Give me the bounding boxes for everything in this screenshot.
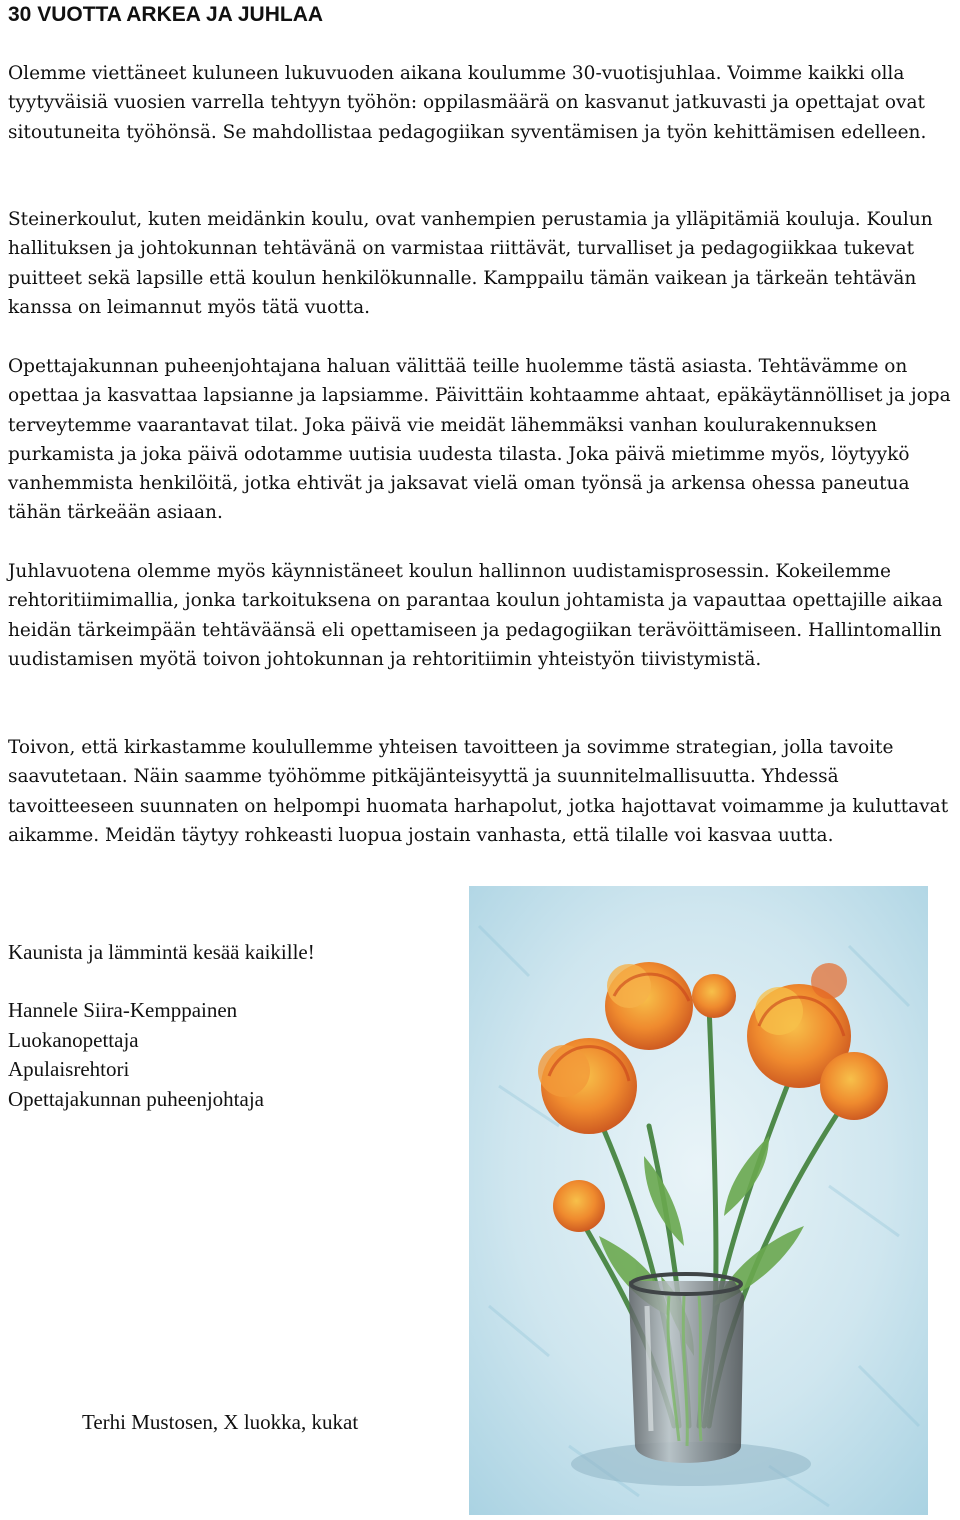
signature-block [8,996,264,1114]
paragraph-anniversary: Olemme viettäneet kuluneen lukuvuoden aikana koulumme 30-vuotisjuhlaa. Voimme kaikki olla tyytyväisiä vuosien varrella tehtyyn työhön: oppilasmäärä on kasvanut jatkuvasti ja opettajat ovat sitoutuneita työhönsä. Se mahdollistaa pedagogiikan syventämisen ja työn kehittämisen edelleen. [8,63,927,143]
flower-painting [469,886,928,1515]
article-title: 30 VUOTTA ARKEA JA JUHLAA [8,3,324,26]
paragraph-facilities: Opettajakunnan puheenjohtajana haluan välittää teille huolemme tästä asiasta. Tehtävämme on opettaa ja kasvattaa lapsianne ja lapsiamme. Päivittäin kohtaamme ahtaat, epäkäytännölliset ja jopa terveytemme vaarantavat tilat. Joka päivä vie meidät lähemmäksi vanhan koulurakennuksen purkamista ja joka päivä odotamme uutisia uudesta tilasta. Joka päivä mietimme myös, löytyykö vanhemmista henkilöitä, jotka ehtivät ja jaksavat vielä oman työnsä ja arkensa ohessa paneutua tähän tärkeään asiaan. [8,356,951,524]
paragraph-steiner-schools: Steinerkoulut, kuten meidänkin koulu, ovat vanhempien perustamia ja ylläpitämiä kouluja. Koulun hallituksen ja johtokunnan tehtävänä on varmistaa riittävät, turvalliset ja pedagogiikkaa tukevat puitteet sekä lapsille että koulun henkilökunnalle. Kamppailu tämän vaikean ja tärkeän tehtävän kanssa on leimannut myös tätä vuotta. [8,209,933,318]
signature-role: Luokanopettaja [8,1027,139,1052]
paragraph-administration: Juhlavuotena olemme myös käynnistäneet koulun hallinnon uudistamisprosessin. Kokeilemme rehtoritiimimallia, jonka tarkoituksena on parantaa koulun johtamista ja vapauttaa opettajille aikaa heidän tärkeimpään tehtäväänsä eli opettamiseen ja pedagogiikan terävöittämiseen. Hallintomallin uudistamisen myötä toivon johtokunnan ja rehtoritiimin yhteistyön tiivistymistä. [8,561,943,670]
greeting [8,938,315,968]
signature-role: Apulaisrehtori [8,1057,130,1081]
image-caption: Terhi Mustosen, X luokka, kukat [82,1410,359,1434]
signature-name: Hannele Siira-Kemppainen [8,998,238,1022]
paragraph-strategy: Toivon, että kirkastamme koulullemme yhteisen tavoitteen ja sovimme strategian, jolla tavoite saavutetaan. Näin saamme työhömme pitkäjänteisyyttä ja suunnitelmallisuutta. Yhdessä tavoitteeseen suunnaten on helpompi huomata harhapolut, jotka hajottavat voimamme ja kuluttavat aikamme. Meidän täytyy rohkeasti luopua jostain vanhasta, että tilalle voi kasvaa uutta. [8,737,949,846]
signature-role: Opettajakunnan puheenjohtaja [8,1086,264,1111]
greeting-text: Kaunista ja lämmintä kesää kaikille! [8,940,315,964]
